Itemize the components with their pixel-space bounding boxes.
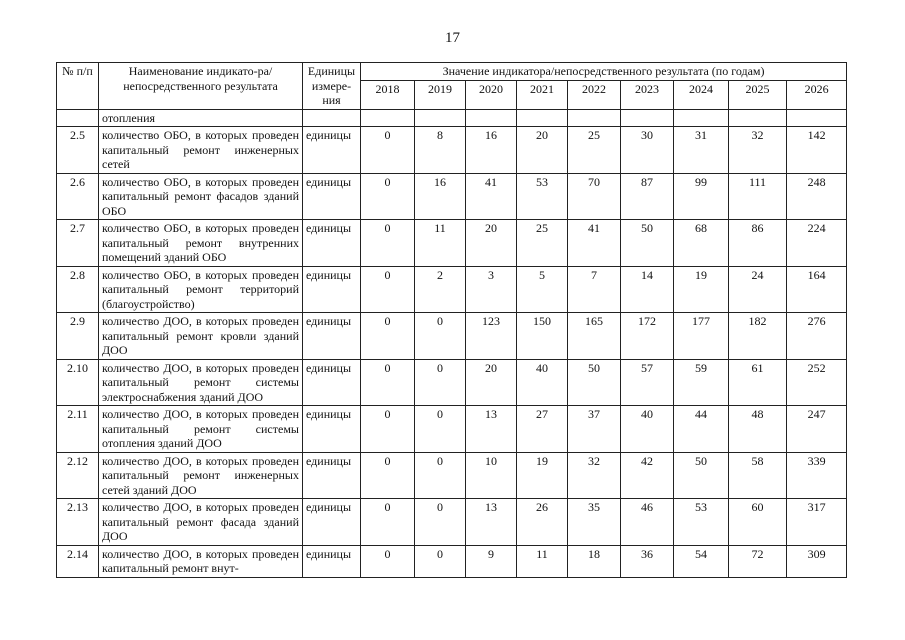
value-cell: 11 [517,545,568,577]
table-row [57,406,847,453]
value-cell: 72 [729,545,787,577]
value-cell: 0 [361,499,415,546]
value-cell: 35 [568,499,621,546]
value-cell: 276 [787,313,847,360]
header-year: 2021 [517,81,568,109]
value-cell: 53 [674,499,729,546]
row-number: 2.14 [57,545,99,577]
value-cell: 36 [621,545,674,577]
value-cell: 50 [674,452,729,499]
value-cell: 5 [517,266,568,313]
value-cell [415,109,466,127]
table-row [57,127,847,174]
row-number: 2.9 [57,313,99,360]
value-cell: 3 [466,266,517,313]
header-year: 2020 [466,81,517,109]
value-cell: 40 [621,406,674,453]
value-cell: 53 [517,173,568,220]
table-row [57,545,847,577]
value-cell: 68 [674,220,729,267]
value-cell: 0 [415,359,466,406]
page-number: 17 [445,30,460,46]
value-cell: 59 [674,359,729,406]
header-year: 2022 [568,81,621,109]
value-cell: 19 [517,452,568,499]
value-cell: 42 [621,452,674,499]
value-cell: 37 [568,406,621,453]
value-cell: 44 [674,406,729,453]
value-cell: 164 [787,266,847,313]
value-cell: 150 [517,313,568,360]
header-values-group: Значение индикатора/непосредственного результата (по годам) [361,63,847,81]
value-cell [621,109,674,127]
value-cell: 58 [729,452,787,499]
value-cell: 0 [415,452,466,499]
indicator-name: количество ОБО, в которых проведен капитальный ремонт территорий (благоустройство) [99,266,303,313]
unit-cell: единицы [303,545,361,577]
header-year: 2018 [361,81,415,109]
value-cell: 32 [729,127,787,174]
value-cell: 247 [787,406,847,453]
value-cell: 99 [674,173,729,220]
header-unit: Единицы измере-ния [303,63,361,110]
value-cell: 165 [568,313,621,360]
unit-cell: единицы [303,406,361,453]
value-cell: 317 [787,499,847,546]
header-year: 2024 [674,81,729,109]
value-cell: 54 [674,545,729,577]
row-number: 2.6 [57,173,99,220]
row-number: 2.12 [57,452,99,499]
table-body [57,109,847,577]
value-cell: 172 [621,313,674,360]
value-cell: 0 [361,127,415,174]
row-number: 2.8 [57,266,99,313]
value-cell: 11 [415,220,466,267]
value-cell [361,109,415,127]
unit-cell: единицы [303,173,361,220]
unit-cell: единицы [303,452,361,499]
value-cell: 16 [415,173,466,220]
value-cell: 182 [729,313,787,360]
indicator-name: отопления [99,109,303,127]
header-num: № п/п [57,63,99,110]
value-cell: 0 [361,313,415,360]
header-year: 2023 [621,81,674,109]
indicators-table [56,62,847,578]
value-cell [517,109,568,127]
table-header [57,63,847,110]
indicator-name: количество ДОО, в которых проведен капитальный ремонт внут- [99,545,303,577]
value-cell: 20 [466,359,517,406]
value-cell: 2 [415,266,466,313]
unit-cell: единицы [303,313,361,360]
value-cell: 0 [361,359,415,406]
value-cell: 8 [415,127,466,174]
unit-cell: единицы [303,359,361,406]
value-cell: 0 [361,452,415,499]
unit-cell: единицы [303,266,361,313]
value-cell: 40 [517,359,568,406]
indicator-name: количество ДОО, в которых проведен капитальный ремонт фасада зданий ДОО [99,499,303,546]
indicator-name: количество ОБО, в которых проведен капитальный ремонт внутренних помещений зданий ОБО [99,220,303,267]
value-cell: 86 [729,220,787,267]
value-cell: 24 [729,266,787,313]
value-cell: 0 [361,266,415,313]
value-cell: 13 [466,499,517,546]
table-row [57,452,847,499]
value-cell: 123 [466,313,517,360]
value-cell: 111 [729,173,787,220]
value-cell: 248 [787,173,847,220]
indicator-name: количество ОБО, в которых проведен капитальный ремонт инженерных сетей [99,127,303,174]
unit-cell [303,109,361,127]
value-cell: 0 [415,406,466,453]
value-cell: 0 [361,173,415,220]
indicator-name: количество ДОО, в которых проведен капитальный ремонт инженерных сетей зданий ДОО [99,452,303,499]
indicator-name: количество ДОО, в которых проведен капитальный ремонт системы отопления зданий ДОО [99,406,303,453]
value-cell: 87 [621,173,674,220]
header-year: 2025 [729,81,787,109]
value-cell [729,109,787,127]
value-cell: 0 [415,313,466,360]
header-year: 2026 [787,81,847,109]
table-row [57,173,847,220]
table-row [57,220,847,267]
value-cell: 0 [415,499,466,546]
value-cell: 20 [517,127,568,174]
value-cell: 60 [729,499,787,546]
value-cell [787,109,847,127]
indicator-name: количество ДОО, в которых проведен капитальный ремонт системы электроснабжения зданий ДОО [99,359,303,406]
value-cell [674,109,729,127]
value-cell [568,109,621,127]
value-cell [466,109,517,127]
value-cell: 0 [361,545,415,577]
value-cell: 50 [568,359,621,406]
value-cell: 18 [568,545,621,577]
value-cell: 9 [466,545,517,577]
row-number [57,109,99,127]
value-cell: 31 [674,127,729,174]
value-cell: 46 [621,499,674,546]
value-cell: 0 [415,545,466,577]
value-cell: 142 [787,127,847,174]
value-cell: 16 [466,127,517,174]
value-cell: 0 [361,220,415,267]
row-number: 2.10 [57,359,99,406]
value-cell: 26 [517,499,568,546]
table-row [57,313,847,360]
value-cell: 27 [517,406,568,453]
row-number: 2.7 [57,220,99,267]
table-row [57,359,847,406]
value-cell: 25 [517,220,568,267]
value-cell: 14 [621,266,674,313]
value-cell: 30 [621,127,674,174]
value-cell: 48 [729,406,787,453]
value-cell: 19 [674,266,729,313]
value-cell: 252 [787,359,847,406]
value-cell: 41 [466,173,517,220]
row-number: 2.13 [57,499,99,546]
value-cell: 50 [621,220,674,267]
row-number: 2.5 [57,127,99,174]
value-cell: 177 [674,313,729,360]
indicator-name: количество ОБО, в которых проведен капитальный ремонт фасадов зданий ОБО [99,173,303,220]
row-number: 2.11 [57,406,99,453]
value-cell: 309 [787,545,847,577]
table-row [57,109,847,127]
value-cell: 41 [568,220,621,267]
value-cell: 10 [466,452,517,499]
value-cell: 7 [568,266,621,313]
value-cell: 32 [568,452,621,499]
unit-cell: единицы [303,220,361,267]
unit-cell: единицы [303,127,361,174]
unit-cell: единицы [303,499,361,546]
value-cell: 70 [568,173,621,220]
table-row [57,499,847,546]
value-cell: 20 [466,220,517,267]
value-cell: 0 [361,406,415,453]
value-cell: 61 [729,359,787,406]
value-cell: 25 [568,127,621,174]
value-cell: 339 [787,452,847,499]
indicator-name: количество ДОО, в которых проведен капитальный ремонт кровли зданий ДОО [99,313,303,360]
value-cell: 224 [787,220,847,267]
value-cell: 13 [466,406,517,453]
header-name: Наименование индикато-ра/непосредственного результата [99,63,303,110]
value-cell: 57 [621,359,674,406]
header-year: 2019 [415,81,466,109]
table-row [57,266,847,313]
